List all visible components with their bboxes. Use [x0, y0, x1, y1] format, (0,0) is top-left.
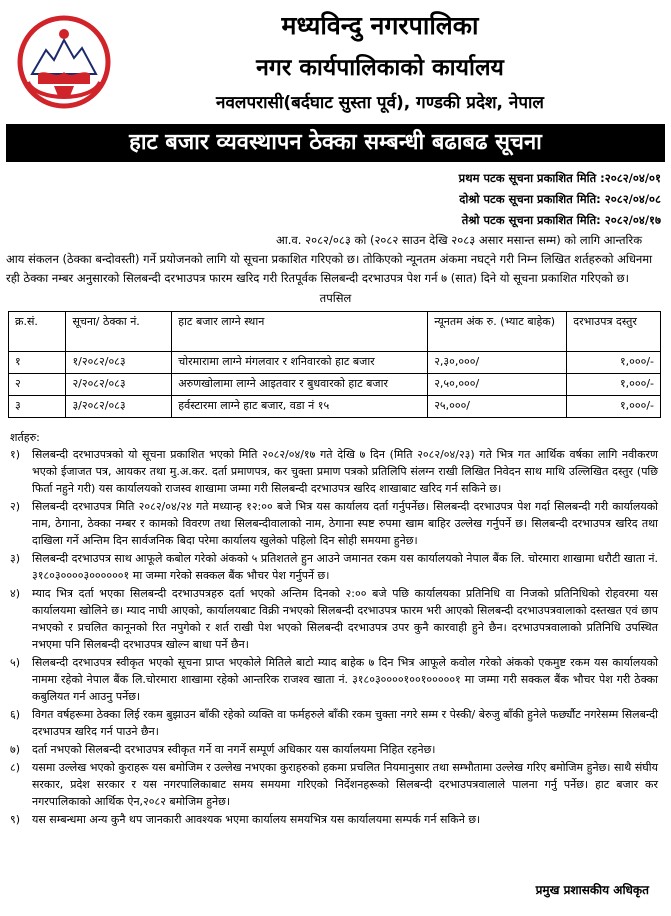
term-item — [8, 446, 658, 497]
cell-serial: ३ — [9, 396, 66, 418]
term-number: ८) — [10, 761, 21, 774]
term-number: ९) — [10, 813, 21, 826]
term-text: दर्ता नभएको सिलबन्दी दरभाउपत्र स्वीकृत गर्ने वा नगर्ने सम्पूर्ण अधिकार यस कार्यालयमा निहित रहनेछ। — [32, 743, 436, 756]
term-number: ६) — [10, 708, 21, 721]
term-text: सिलबन्दी दरभाउपत्र स्वीकृत भएको सूचना प्राप्त भएकोले मितिले बाटो म्याद बाहेक ७ दिन भित्र आफूले कवोल गरेको अंकको एकमुष्ट रकम यस कार्यालयको नाममा रहेको नेपाल बैंक लि.चोरमारा शाखामा रहेको आन्तरिक राजश्व खाता नं. ३१८०३००००१००१०००००१ मा जम्मा गरी सक्कल बैंक भौचर पेश गरी ठेक्का कबुलियत गर्न आउनु पर्नेछ। — [32, 656, 658, 703]
cell-serial: १ — [9, 352, 66, 374]
terms-heading: शर्तहरु: — [10, 431, 40, 444]
term-text: यस सम्बन्धमा अन्य कुनै थप जानकारी आवश्यक भएमा कार्यालय समयभित्र यस कार्यालयमा सम्पर्क गर्न सकिने छ। — [32, 813, 481, 826]
cell-notice-number: २/२०८२/०८३ — [66, 374, 172, 396]
table-caption: तपसिल — [319, 291, 352, 305]
term-item — [8, 741, 658, 758]
intro-paragraph: आ.व. २०८२/०८३ को (२०८२ साउन देखि २०८३ असार मसान्त सम्म) को लागि आन्तरिक आय संकलन (ठेक्का बन्दोवस्ती) गर्ने प्रयोजनको लागि यो सूचना प्रकाशित गरिएको छ। तोकिएको न्यूनतम अंकमा नघट्ने गरी निम्न लिखित शर्तहरुको अधिनमा रही ठेक्का नम्बर अनुसारको सिलबन्दी दरभाउपत्र फारम खरिद गरी रितपूर्वक सिलबन्दी दरभाउपत्र पेश गर्न ७ (सात) दिने यो सूचना प्रकाशित गरिएको छ। — [6, 233, 653, 285]
table-row — [9, 396, 661, 418]
notice-title-banner: हाट बजार व्यवस्थापन ठेक्का सम्बन्धी बढाबढ सूचना — [6, 124, 665, 162]
nepal-emblem-icon — [16, 12, 112, 112]
municipality-name: मध्यविन्दु नगरपालिका — [281, 11, 479, 40]
cell-market-location: हर्वस्टारमा लाग्ने हाट बजार, वडा नं १५ — [172, 396, 428, 418]
table-row — [9, 374, 661, 396]
cell-market-location: अरुणखोलामा लाग्ने आइतवार र बुधवारको हाट बजार — [172, 374, 428, 396]
cell-serial: २ — [9, 374, 66, 396]
header-bid-fee: दरभाउपत्र दस्तुर — [567, 312, 661, 352]
term-item — [8, 759, 658, 810]
term-number: ३) — [10, 552, 21, 565]
cell-bid-fee: १,०००/- — [567, 352, 661, 374]
cell-notice-number: १/२०८२/०८३ — [66, 352, 172, 374]
term-text: सिलबन्दी दरभाउपत्र साथ आफूले कबोल गरेको अंकको ५ प्रतिशतले हुन आउने जमानत रकम यस कार्यालयको नेपाल बैंक लि. चोरमारा शाखामा धरौटी खाता नं. ३१८०३००००३००००००१ मा जम्मा गरेको सक्कल बैंक भौचर पेश गर्नुपर्ने छ। — [32, 552, 658, 582]
table-header-row — [9, 312, 661, 352]
term-number: ७) — [10, 743, 21, 756]
terms-list — [8, 446, 658, 829]
term-number: ४) — [10, 587, 21, 600]
second-publication-date: दोश्रो पटक सूचना प्रकाशित मिति: २०८२/०४/०८ — [459, 192, 661, 206]
signatory-title: प्रमुख प्रशासकीय अधिकृत — [535, 883, 649, 897]
term-item — [8, 706, 658, 740]
third-publication-date: तेश्रो पटक सूचना प्रकाशित मिति: २०८२/०४/१७ — [461, 213, 661, 227]
header-market-location: हाट बजार लाग्ने स्थान — [172, 312, 428, 352]
cell-bid-fee: १,०००/- — [567, 374, 661, 396]
term-text: विगत वर्षहरूमा ठेक्का लिई रकम बुझाउन बाँकी रहेको व्यक्ति वा फर्महरुले बाँकी रकम चुक्ता नगरे सम्म र पेस्की/ बेरुजु बाँकी हुनेले फर्छ्यौट नगरेसम्म सिलबन्दी दरभाउपत्र खरिद गर्न पाउने छैन। — [32, 708, 658, 738]
header-serial: क्र.सं. — [9, 312, 66, 352]
term-text: सिलबन्दी दरभाउपत्र मिति २०८२/०४/२४ गते मध्यान्ह १२:०० बजे भित्र यस कार्यालय दर्ता गर्नुपर्नेछ। सिलबन्दी दरभाउपत्र पेश गर्दा सिलबन्दी गरी कार्यालयको नाम, ठेगाना, ठेक्का नम्बर र कामको विवरण तथा सिलबन्दीवालाको नाम, ठेगाना स्पष्ट रुपमा खाम बाहिर उल्लेख गर्नुपर्ने छ। सिलबन्दी दरभाउपत्र खरिद तथा दाखिला गर्ने अन्तिम दिन सार्वजनिक बिदा परेमा कार्यालय खुलेको पहिलो दिन सोही समयमा हुनेछ। — [32, 500, 658, 547]
cell-minimum-amount: २५,०००/ — [428, 396, 567, 418]
first-publication-date: प्रथम पटक सूचना प्रकाशित मिति :२०८२/०४/०१ — [458, 171, 661, 185]
header-notice-number: सूचना/ ठेक्का नं. — [66, 312, 172, 352]
publication-dates — [341, 168, 661, 231]
term-text: म्याद भित्र दर्ता भएका सिलबन्दी दरभाउपत्रहरु दर्ता भएको अन्तिम दिनको २:०० बजे पछि कार्यालयका प्रतिनिधि वा निजको प्रतिनिधिको रोहवरमा यस कार्यालयमा खोलिने छ। म्याद नाघी आएको, कार्यालयबाट विक्री नभएको सिलबन्दी दरभाउपत्र फारम भरी आएको सिलबन्दी दरभाउपत्रवालाको दस्तखत एवं छाप नभएको र प्रचलित कानूनको रित नपुगेको र शर्त राखी पेश भएको सिलबन्दी दरभाउपत्र उपर कुनै कारवाही हुने छैन। दरभाउपत्रवालाको प्रतिनिधि उपस्थित नभएमा पनि सिलबन्दी दरभाउपत्र खोल्न बाधा पर्ने छैन। — [32, 587, 658, 651]
cell-bid-fee: १,०००/- — [567, 396, 661, 418]
cell-minimum-amount: २,३०,०००/ — [428, 352, 567, 374]
tender-table — [8, 311, 661, 418]
cell-market-location: चोरमारामा लाग्ने मंगलवार र शनिवारको हाट बजार — [172, 352, 428, 374]
term-text: सिलबन्दी दरभाउपत्रको यो सूचना प्रकाशित भएको मिति २०८२/०४/१७ गते देखि ७ दिन (मिति २०८२/०४/२३) गते भित्र गत आर्थिक वर्षका लागि नवीकरण भएको ईजाजत पत्र, आयकर तथा मु.अ.कर. दर्ता प्रमाणपत्र, कर चुक्ता प्रमाण पत्रको प्रतिलिपि संलग्न राखी लिखित निवेदन साथ माथि उल्लिखित दस्तुर (पछि फिर्ता नहुने गरी) यस कार्यालयको राजस्व शाखामा जम्मा गरी सिलबन्दी दरभाउपत्र खरिद शाखाबाट खरिद गर्न सकिने छ। — [32, 448, 658, 495]
term-number: २) — [10, 500, 21, 513]
term-item — [8, 811, 658, 828]
term-item — [8, 498, 658, 549]
office-name: नगर कार्यपालिकाको कार्यालय — [256, 55, 504, 81]
header-minimum-amount: न्यूनतम अंक रु. (भ्याट बाहेक) — [428, 312, 567, 352]
term-item — [8, 654, 658, 705]
term-item — [8, 585, 658, 653]
term-item — [8, 550, 658, 584]
office-address: नवलपरासी(बर्दघाट सुस्ता पूर्व), गण्डकी प्रदेश, नेपाल — [216, 93, 544, 113]
table-row — [9, 352, 661, 374]
term-number: १) — [10, 448, 21, 461]
cell-notice-number: ३/२०८२/०८३ — [66, 396, 172, 418]
cell-minimum-amount: २,५०,०००/ — [428, 374, 567, 396]
term-number: ५) — [10, 656, 21, 669]
term-text: यसमा उल्लेख भएको कुराहरू यस बमोजिम र उल्लेख नभएका कुराहरुको हकमा प्रचलित नियमानुसार तथा सम्भौतामा उल्लेख गरिए बमोजिम हुनेछ। साथै संघीय सरकार, प्रदेश सरकार र यस नगरपालिकाबाट समय समयमा गरिएको निर्देशनहरूको सिलबन्दी दरभाउपत्रवालाले पालना गर्नु पर्नेछ। हाट बजार कर नगरपालिकाको आर्थिक ऐन,२०८२ बमोजिम हुनेछ। — [32, 761, 658, 808]
